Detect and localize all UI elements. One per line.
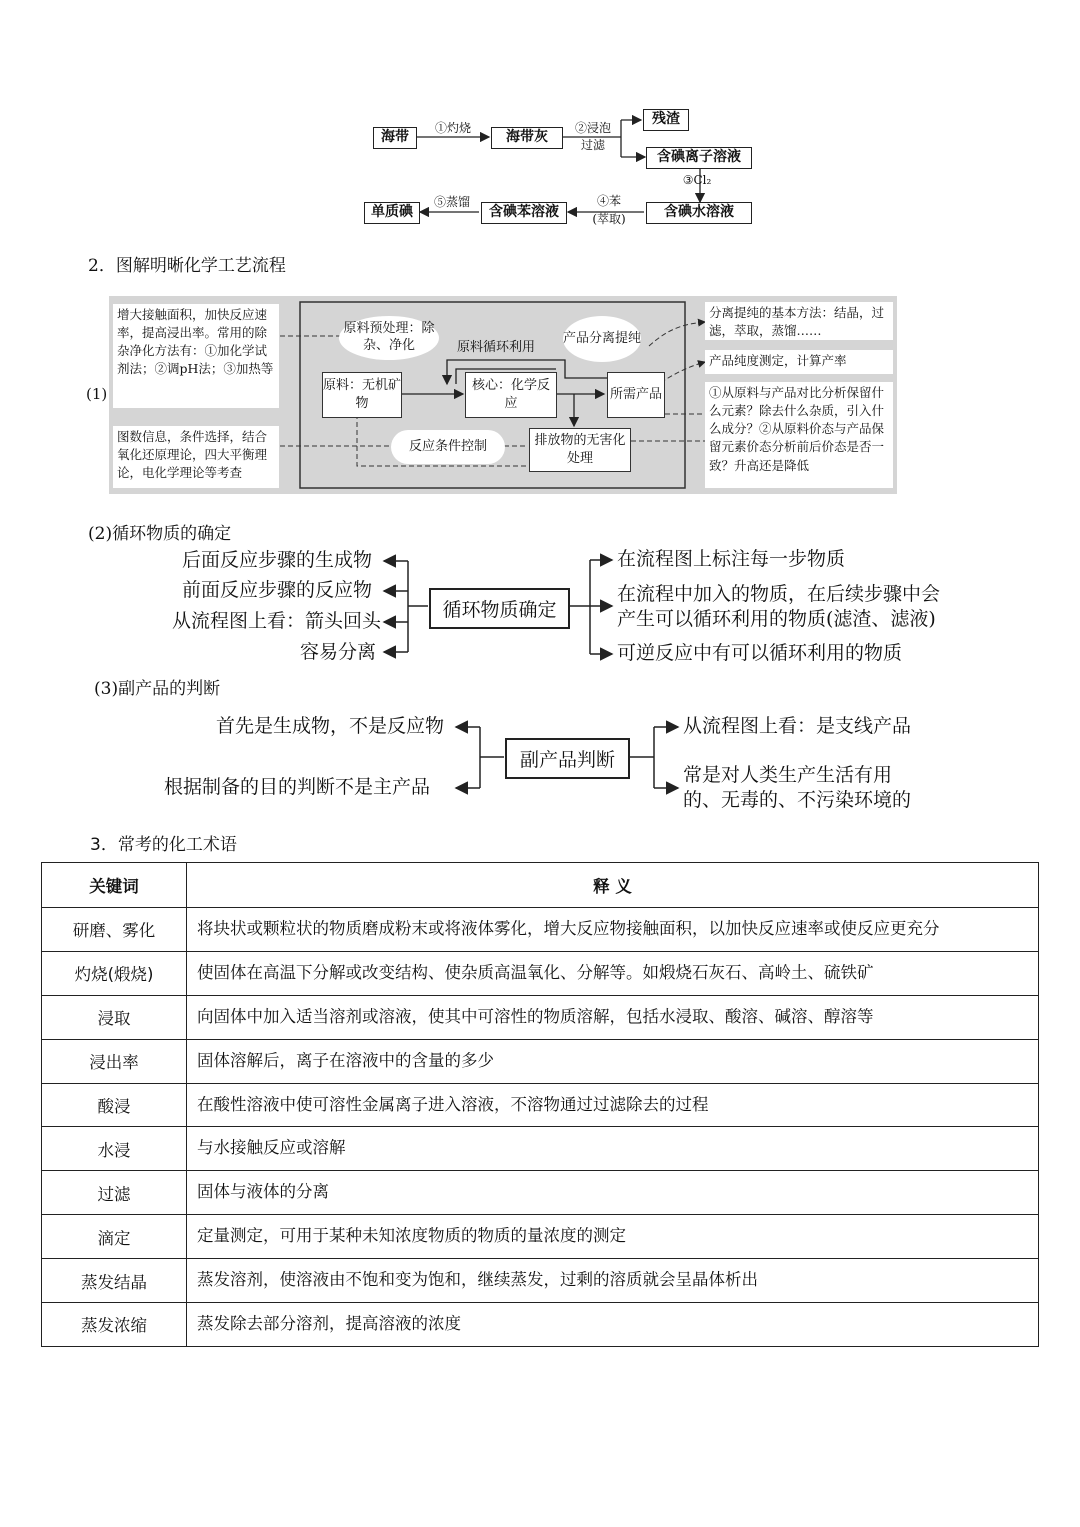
node-iodine: 单质碘 bbox=[364, 202, 420, 224]
term-meaning: 将块状或颗粒状的物质磨成粉末或将液体雾化，增大反应物接触面积，以加快反应速率或使反应更充分 bbox=[187, 908, 1039, 952]
header-keyword: 关键词 bbox=[42, 863, 187, 908]
cycle-right-1: 在流程图上标注每一步物质 bbox=[617, 548, 846, 570]
byproduct-right-1: 从流程图上看：是支线产品 bbox=[683, 715, 912, 737]
table-row bbox=[42, 1127, 1039, 1171]
raw-material-box: 原料：无机矿物 bbox=[322, 372, 402, 418]
term-meaning: 与水接触反应或溶解 bbox=[187, 1127, 1039, 1171]
term-keyword: 研磨、雾化 bbox=[42, 908, 187, 952]
step5-label: ⑤蒸馏 bbox=[433, 195, 470, 209]
byproduct-right-2: 常是对人类生产生活有用的、无毒的、不污染环境的 bbox=[683, 764, 912, 811]
cycle-right-2: 在流程中加入的物质，在后续步骤中会产生可以循环利用的物质(滤渣、滤液) bbox=[617, 583, 941, 630]
term-meaning: 在酸性溶液中使可溶性金属离子进入溶液，不溶物通过过滤除去的过程 bbox=[187, 1083, 1039, 1127]
term-keyword: 浸出率 bbox=[42, 1039, 187, 1083]
table-row bbox=[42, 995, 1039, 1039]
byproduct-title: (3)副产品的判断 bbox=[94, 679, 221, 699]
step2-label-b: 过滤 bbox=[580, 138, 605, 152]
term-keyword: 酸浸 bbox=[42, 1083, 187, 1127]
pretreat-bubble: 原料预处理：除杂、净化 bbox=[339, 316, 439, 360]
condition-bubble: 反应条件控制 bbox=[391, 430, 505, 464]
term-meaning: 向固体中加入适当溶剂或溶液，使其中可溶性的物质溶解，包括水浸取、酸溶、碱溶、醇溶等 bbox=[187, 995, 1039, 1039]
term-keyword: 滴定 bbox=[42, 1215, 187, 1259]
section3-title: 3．常考的化工术语 bbox=[90, 835, 237, 855]
cycle-right-3: 可逆反应中有可以循环利用的物质 bbox=[617, 642, 903, 664]
node-iodine-benzene: 含碘苯溶液 bbox=[481, 202, 567, 224]
table-row bbox=[42, 1303, 1039, 1347]
cycle-center-box: 循环物质确定 bbox=[429, 588, 570, 629]
product-box: 所需产品 bbox=[607, 372, 665, 418]
node-iodide-solution: 含碘离子溶液 bbox=[646, 147, 752, 169]
cycle-left-3: 从流程图上看：箭头回头 bbox=[172, 610, 382, 632]
table-row bbox=[42, 1039, 1039, 1083]
byproduct-left-2: 根据制备的目的判断不是主产品 bbox=[164, 776, 431, 798]
right-note-1: 分离提纯的基本方法：结晶，过滤，萃取，蒸馏…… bbox=[705, 302, 893, 340]
term-meaning: 使固体在高温下分解或改变结构、使杂质高温氧化、分解等。如煅烧石灰石、高岭土、硫铁矿 bbox=[187, 951, 1039, 995]
right-note-3: ①从原料与产品对比分析保留什么元素？除去什么杂质，引入什么成分？②从原料价态与产品保留元素价态分析前后价态是否一致？升高还是降低 bbox=[705, 382, 893, 488]
term-keyword: 蒸发浓缩 bbox=[42, 1303, 187, 1347]
term-meaning: 固体与液体的分离 bbox=[187, 1171, 1039, 1215]
byproduct-center-box: 副产品判断 bbox=[505, 738, 630, 779]
recycle-label: 原料循环利用 bbox=[457, 340, 536, 355]
cycle-left-1: 后面反应步骤的生成物 bbox=[182, 549, 373, 571]
cycle-left-4: 容易分离 bbox=[300, 641, 377, 663]
table-row bbox=[42, 1171, 1039, 1215]
step3-label: ③Cl₂ bbox=[682, 173, 712, 187]
table-row bbox=[42, 951, 1039, 995]
step4-label-b: (萃取) bbox=[592, 212, 626, 226]
step1-label: ①灼烧 bbox=[434, 121, 471, 135]
left-note-bottom: 图数信息，条件选择，结合氧化还原理论，四大平衡理论，电化学理论等考查 bbox=[113, 426, 279, 488]
node-iodine-water: 含碘水溶液 bbox=[646, 202, 752, 224]
term-keyword: 水浸 bbox=[42, 1127, 187, 1171]
step2-label-a: ②浸泡 bbox=[574, 121, 611, 135]
term-keyword: 浸取 bbox=[42, 995, 187, 1039]
term-meaning: 蒸发溶剂，使溶液由不饱和变为饱和，继续蒸发，过剩的溶质就会呈晶体析出 bbox=[187, 1259, 1039, 1303]
core-reaction-box: 核心：化学反应 bbox=[465, 372, 557, 418]
table-row bbox=[42, 1259, 1039, 1303]
header-meaning: 释 义 bbox=[187, 863, 1039, 908]
table-row bbox=[42, 1083, 1039, 1127]
terms-table bbox=[41, 862, 1039, 1347]
node-kelp: 海带 bbox=[373, 127, 417, 149]
table-header-row bbox=[42, 863, 1039, 908]
term-keyword: 蒸发结晶 bbox=[42, 1259, 187, 1303]
cycle-title: (2)循环物质的确定 bbox=[88, 524, 232, 544]
step4-label-a: ④苯 bbox=[596, 194, 621, 208]
node-kelp-ash: 海带灰 bbox=[491, 127, 563, 149]
left-note-top: 增大接触面积，加快反应速率，提高浸出率。常用的除杂净化方法有：①加化学试剂法；②调pH法；③加热等 bbox=[113, 304, 279, 408]
table-row bbox=[42, 908, 1039, 952]
term-keyword: 过滤 bbox=[42, 1171, 187, 1215]
cycle-left-2: 前面反应步骤的反应物 bbox=[182, 579, 373, 601]
term-meaning: 蒸发除去部分溶剂，提高溶液的浓度 bbox=[187, 1303, 1039, 1347]
term-meaning: 定量测定，可用于某种未知浓度物质的物质的量浓度的测定 bbox=[187, 1215, 1039, 1259]
separate-bubble: 产品分离提纯 bbox=[563, 316, 641, 362]
right-note-2: 产品纯度测定，计算产率 bbox=[705, 350, 893, 374]
node-residue: 残渣 bbox=[643, 109, 689, 131]
byproduct-left-1: 首先是生成物，不是反应物 bbox=[216, 715, 445, 737]
term-keyword: 灼烧(煅烧) bbox=[42, 951, 187, 995]
term-meaning: 固体溶解后，离子在溶液中的含量的多少 bbox=[187, 1039, 1039, 1083]
table-row bbox=[42, 1215, 1039, 1259]
process-diagram bbox=[109, 296, 897, 494]
emission-box: 排放物的无害化处理 bbox=[529, 428, 631, 472]
process-label: (1) bbox=[86, 385, 108, 403]
section2-title: 2．图解明晰化学工艺流程 bbox=[88, 256, 286, 276]
